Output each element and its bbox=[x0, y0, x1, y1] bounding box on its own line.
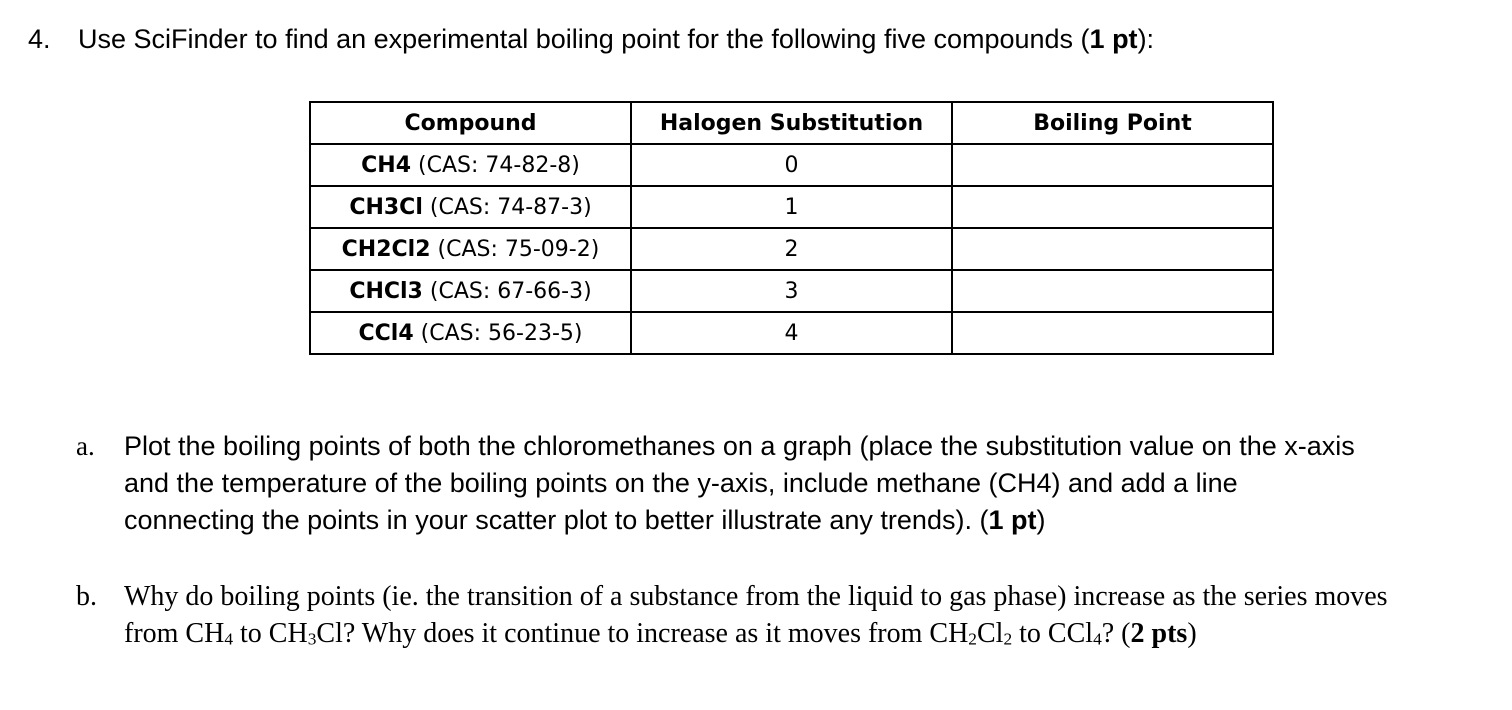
part-b-text-to: to CH bbox=[233, 618, 308, 649]
part-a-line-1: Plot the boiling points of both the chloromethanes on a graph (place the substitution value on the x-axis bbox=[124, 431, 1355, 461]
part-b-text-from: from CH bbox=[124, 618, 225, 649]
part-a bbox=[76, 428, 1476, 539]
part-b-text-qopen: ? ( bbox=[1101, 618, 1131, 649]
question-header bbox=[28, 24, 1154, 55]
substitution-cell: 0 bbox=[631, 144, 952, 186]
question-number: 4. bbox=[28, 24, 51, 54]
part-a-points: 1 pt bbox=[988, 505, 1037, 535]
boiling-point-cell[interactable] bbox=[952, 228, 1273, 270]
compound-formula: CH2Cl2 bbox=[341, 236, 431, 262]
part-b-letter: b. bbox=[76, 581, 97, 612]
part-a-line-3 bbox=[124, 502, 1476, 539]
table-row bbox=[310, 270, 1273, 312]
question-text: Use SciFinder to find an experimental boiling point for the following five compounds ( bbox=[78, 24, 1090, 54]
compound-cas: (CAS: 74-87-3) bbox=[422, 194, 592, 220]
part-a-line-2: and the temperature of the boiling points on the y-axis, include methane (CH4) and add a line bbox=[124, 468, 1238, 498]
compound-cas: (CAS: 74-82-8) bbox=[411, 152, 580, 178]
substitution-cell: 3 bbox=[631, 270, 952, 312]
part-b-text-cl: Cl bbox=[976, 618, 1004, 649]
compound-cell bbox=[310, 186, 631, 228]
part-b-text-qclose: ) bbox=[1187, 618, 1197, 649]
part-b-line-2 bbox=[124, 615, 1476, 652]
part-b-text-to-ccl: to CCl bbox=[1012, 618, 1094, 649]
compound-cell bbox=[310, 228, 631, 270]
table-row bbox=[310, 312, 1273, 354]
part-b bbox=[76, 578, 1476, 652]
substitution-cell: 1 bbox=[631, 186, 952, 228]
boiling-point-cell[interactable] bbox=[952, 144, 1273, 186]
part-a-text bbox=[124, 428, 1476, 539]
header-compound: Compound bbox=[310, 102, 631, 144]
part-a-line-3-end: ) bbox=[1036, 505, 1046, 535]
table-header-row bbox=[310, 102, 1273, 144]
subscript: 4 bbox=[224, 629, 234, 649]
compound-cell bbox=[310, 312, 631, 354]
compound-formula: CH4 bbox=[361, 152, 412, 178]
part-b-points: 2 pts bbox=[1130, 618, 1188, 649]
boiling-point-cell[interactable] bbox=[952, 186, 1273, 228]
subscript: 3 bbox=[307, 629, 317, 649]
part-a-letter: a. bbox=[76, 431, 95, 461]
part-b-line-1: Why do boiling points (ie. the transition of a substance from the liquid to gas phase) increase as the series moves bbox=[124, 581, 1388, 612]
substitution-cell: 2 bbox=[631, 228, 952, 270]
subscript: 2 bbox=[968, 629, 977, 649]
compound-cell bbox=[310, 270, 631, 312]
boiling-point-cell[interactable] bbox=[952, 312, 1273, 354]
question-points: 1 pt bbox=[1089, 24, 1138, 54]
part-a-line-3-text: connecting the points in your scatter plot to better illustrate any trends). ( bbox=[124, 505, 989, 535]
compound-cas: (CAS: 67-66-3) bbox=[422, 278, 592, 304]
header-boiling-point: Boiling Point bbox=[952, 102, 1273, 144]
compound-formula: CCl4 bbox=[358, 320, 414, 346]
question-text-end: ): bbox=[1137, 24, 1155, 54]
compound-formula: CH3Cl bbox=[349, 194, 423, 220]
part-b-text-mid: Cl? Why does it continue to increase as it moves from CH bbox=[316, 618, 969, 649]
boiling-point-table bbox=[309, 101, 1274, 355]
compound-cas: (CAS: 56-23-5) bbox=[413, 320, 583, 346]
table-row bbox=[310, 228, 1273, 270]
header-halogen-substitution: Halogen Substitution bbox=[631, 102, 952, 144]
subscript: 2 bbox=[1003, 629, 1013, 649]
compound-cas: (CAS: 75-09-2) bbox=[430, 236, 600, 262]
compound-cell bbox=[310, 144, 631, 186]
subscript: 4 bbox=[1093, 629, 1102, 649]
boiling-point-cell[interactable] bbox=[952, 270, 1273, 312]
table-row bbox=[310, 144, 1273, 186]
table-row bbox=[310, 186, 1273, 228]
part-b-text bbox=[124, 578, 1476, 652]
compound-formula: CHCl3 bbox=[349, 278, 423, 304]
substitution-cell: 4 bbox=[631, 312, 952, 354]
